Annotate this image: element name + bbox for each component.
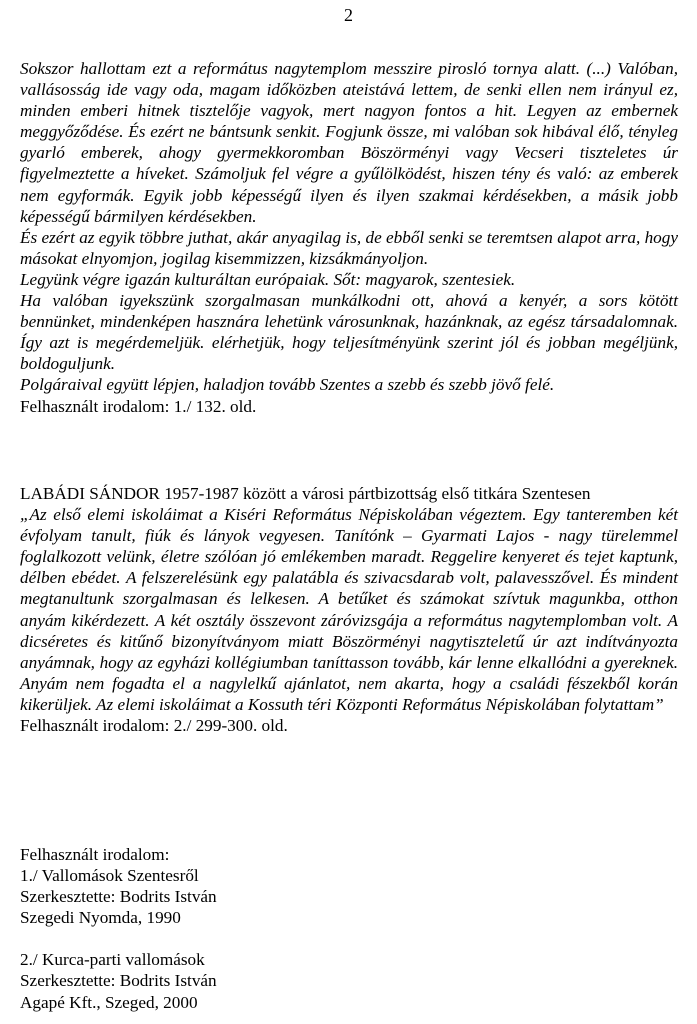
spacer [20,928,678,949]
section-heading: LABÁDI SÁNDOR 1957-1987 között a városi pártbizottság első titkára Szentesen [20,484,591,503]
paragraph: Legyünk végre igazán kulturáltan európaiak. Sőt: magyarok, szentesiek. [20,269,516,289]
page-number: 2 [344,5,353,25]
bibliography [20,844,678,1013]
quote-paragraph: „Az első elemi iskoláimat a Kiséri Református Népiskolában végeztem. Egy tanteremben két évfolyam tanult, fiúk és lányok vegyesen. Tanítónk – Gyarmati Lajos - nagy türelemmel foglalkozott velünk, életre szólóan jó emlékemben maradt. Reggelire kenyeret és tejet kaptunk, délben ebédet. A felszerelésünk egy palatábla és szivacsdarab volt, palavesszővel. És mindent megtanultunk szorgalmasan és lelkesen. A betűket és számokat szívtuk magunkba, otthon anyám kikérdezett. A két osztály összevont záróvizsgája a református nagytemplomban volt. A dicséretes és kitűnő bizonyítványom miatt Böszörményi nagytiszteletű úr azt indítványozta anyámnak, hogy az egyházi kollégiumban taníttasson tovább, kár lenne elkallódni a gyereknek. Anyám nem fogadta el a nagylelkű ajánlatot, nem akarta, hogy a családi fészekből korán kikerüljek. Az elemi iskoláimat a Kossuth téri Központi Református Népiskolában folytattam” [20,505,678,714]
bibliography-entry-publisher: Szegedi Nyomda, 1990 [20,908,181,928]
paragraph: Polgáraival együtt lépjen, haladjon tovább Szentes a szebb és szebb jövő felé. [20,375,555,395]
paragraph: És ezért az egyik többre juthat, akár anyagilag is, de ebből senki se teremtsen alapot arra, hogy másokat elnyomjon, jogilag kisemmizzen, kizsákmányoljon. [20,227,678,268]
bibliography-entry-title: 2./ Kurca-parti vallomások [20,950,205,970]
source-reference: Felhasznált irodalom: 1./ 132. old. [20,396,257,416]
section-vallasossag [20,58,678,417]
paragraph: Sokszor hallottam ezt a református nagytemplom messzire pirosló tornya alatt. (...) Valóban, vallásosság ide vagy oda, magam időközben ateistává lettem, de senki ellen nem irányul ez, minden emberi hitnek tisztelője vagyok, mert nagyon fontos a hit. Legyen az embernek meggyőződése. És ezért ne bántsunk senkit. Fogjunk össze, mi valóban sok hibával élő, tényleg gyarló emberek, ahogy gyermekkoromban Böszörményi vagy Vecseri tiszteletes úr figyelmeztette a híveket. Számoljuk fel végre a gyűlölködést, hiszen tény és való: az emberek nem egyformák. Egyik jobb képességű ilyen és ilyen szakmai kérdésekben, a másik jobb képességű bármilyen kérdésekben. [20,59,678,226]
bibliography-entry-editor: Szerkesztette: Bodrits István [20,971,217,991]
bibliography-entry-publisher: Agapé Kft., Szeged, 2000 [20,992,198,1012]
section-labadi [20,483,678,736]
bibliography-title: Felhasznált irodalom: [20,845,170,864]
source-reference: Felhasznált irodalom: 2./ 299-300. old. [20,716,288,736]
bibliography-entry-title: 1./ Vallomások Szentesről [20,866,199,886]
paragraph: Ha valóban igyekszünk szorgalmasan munkálkodni ott, ahová a kenyér, a sors kötött bennünket, mindenképen hasznára lehetünk városunknak, hazánknak, az egész társadalomnak. Így azt is megérdemeljük. elérhetjük, hogy teljesítményünk szerint jól és jobban megéljünk, boldoguljunk. [20,291,678,374]
bibliography-entry-editor: Szerkesztette: Bodrits István [20,887,217,907]
